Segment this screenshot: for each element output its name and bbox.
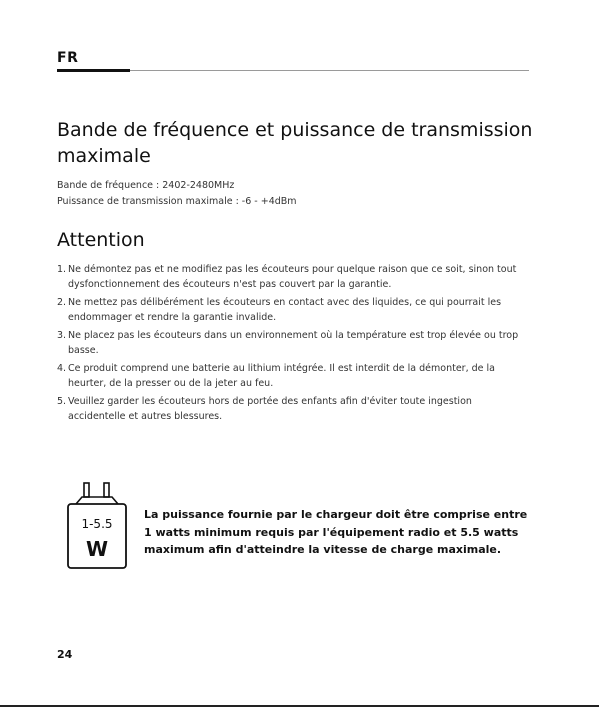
warning-number: 4.: [57, 363, 67, 374]
warning-item: [57, 263, 532, 292]
warning-number: 2.: [57, 297, 67, 308]
warning-item: [57, 329, 532, 358]
warning-text: Ne démontez pas et ne modifiez pas les écouteurs pour quelque raison que ce soit, sinon tout dysfonctionnement des écouteurs n'est pas couvert par la garantie.: [68, 264, 517, 290]
spec-block: [57, 178, 297, 209]
warning-list: [57, 263, 532, 428]
warning-number: 3.: [57, 330, 67, 341]
warning-text: Veuillez garder les écouteurs hors de portée des enfants afin d'éviter toute ingestion accidentelle et autres blessures.: [68, 396, 472, 422]
page-number: 24: [57, 648, 73, 661]
plug-prong-right: [104, 483, 109, 497]
warning-number: 1.: [57, 264, 67, 275]
plug-prong-left: [84, 483, 89, 497]
warning-number: 5.: [57, 396, 67, 407]
charger-unit-label: W: [85, 537, 109, 561]
warning-text: Ne placez pas les écouteurs dans un environnement où la température est trop élevée ou trop basse.: [68, 330, 519, 356]
frequency-band-text: Bande de fréquence : 2402-2480MHz: [57, 180, 235, 191]
warning-text: Ne mettez pas délibérément les écouteurs en contact avec des liquides, ce qui pourrait les endommager et rendre la garantie invalide.: [68, 297, 502, 323]
plug-shoulder: [76, 497, 118, 504]
section-title-frequency: Bande de fréquence et puissance de transmission maximale: [57, 119, 533, 167]
charger-requirement-text: La puissance fournie par le chargeur doit être comprise entre 1 watts minimum requis par l'équipement radio et 5.5 watts maximum afin d'atteindre la vitesse de charge maximale.: [144, 508, 528, 556]
warning-item: [57, 362, 532, 391]
warning-item: [57, 395, 532, 424]
warning-text: Ce produit comprend une batterie au lithium intégrée. Il est interdit de la démonter, de la heurter, de la presser ou de la jeter au feu.: [68, 363, 495, 389]
transmission-power-text: Puissance de transmission maximale : -6 - +4dBm: [57, 195, 297, 207]
language-label: FR: [57, 50, 79, 66]
section-title-attention: Attention: [57, 229, 145, 251]
charger-range-label: 1-5.5: [81, 517, 113, 531]
header-divider-accent: [57, 69, 130, 72]
charger-plug-icon: [66, 482, 128, 570]
warning-item: [57, 296, 532, 325]
